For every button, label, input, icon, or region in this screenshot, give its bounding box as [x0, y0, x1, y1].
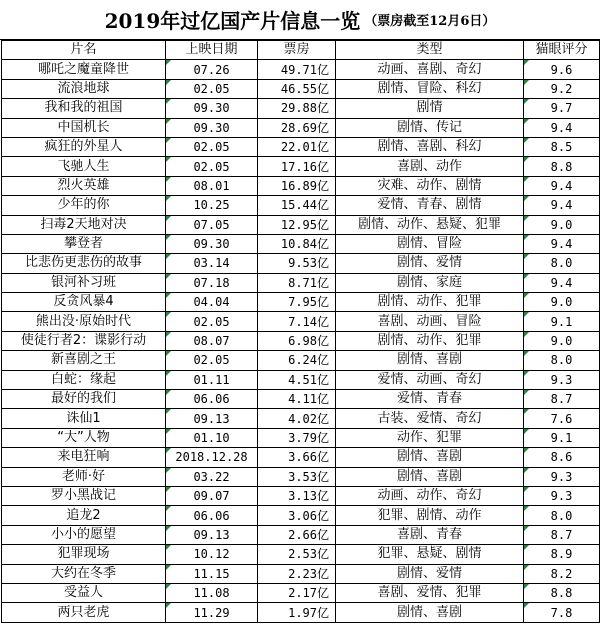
genre-cell: 剧情、动作、犯罪 [336, 293, 524, 312]
movie-name-cell: 两只老虎 [2, 603, 166, 622]
box-office-cell: 22.01亿 [258, 137, 336, 156]
release-date-cell: 03.22 [166, 467, 258, 486]
genre-cell: 爱情、动画、奇幻 [336, 370, 524, 389]
movie-name-cell: 流浪地球 [2, 79, 166, 98]
movie-name-cell: 追龙2 [2, 506, 166, 525]
box-office-cell: 2.53亿 [258, 545, 336, 564]
table-row [2, 564, 600, 583]
release-date-cell: 02.05 [166, 312, 258, 331]
score-cell: 9.1 [524, 312, 600, 331]
release-date-cell: 11.29 [166, 603, 258, 622]
box-office-cell: 1.97亿 [258, 603, 336, 622]
release-date-cell: 01.11 [166, 370, 258, 389]
table-row [2, 583, 600, 602]
table-row [2, 409, 600, 428]
box-office-cell: 10.84亿 [258, 234, 336, 253]
box-office-cell: 2.17亿 [258, 583, 336, 602]
box-office-cell: 12.95亿 [258, 215, 336, 234]
genre-cell: 剧情、爱情 [336, 254, 524, 273]
box-office-cell: 49.71亿 [258, 60, 336, 79]
box-office-cell: 2.66亿 [258, 525, 336, 544]
box-office-cell: 4.51亿 [258, 370, 336, 389]
table-row [2, 234, 600, 253]
movie-name-cell: 诛仙1 [2, 409, 166, 428]
box-office-cell: 3.79亿 [258, 428, 336, 447]
movie-name-cell: 犯罪现场 [2, 545, 166, 564]
release-date-cell: 09.30 [166, 99, 258, 118]
release-date-cell: 07.05 [166, 215, 258, 234]
score-cell: 9.3 [524, 370, 600, 389]
genre-cell: 剧情、动作、犯罪 [336, 331, 524, 350]
genre-cell: 剧情、传记 [336, 118, 524, 137]
genre-cell: 动作、犯罪 [336, 428, 524, 447]
box-office-cell: 28.69亿 [258, 118, 336, 137]
table-row [2, 196, 600, 215]
box-office-cell: 2.23亿 [258, 564, 336, 583]
box-office-cell: 46.55亿 [258, 79, 336, 98]
release-date-cell: 08.07 [166, 331, 258, 350]
genre-cell: 剧情、喜剧 [336, 351, 524, 370]
table-row [2, 60, 600, 79]
table-row [2, 254, 600, 273]
movie-name-cell: 飞驰人生 [2, 157, 166, 176]
release-date-cell: 09.13 [166, 525, 258, 544]
release-date-cell: 02.05 [166, 157, 258, 176]
score-cell: 8.9 [524, 545, 600, 564]
genre-cell: 喜剧、动画、冒险 [336, 312, 524, 331]
genre-cell: 剧情、喜剧 [336, 448, 524, 467]
movie-name-cell: 熊出没·原始时代 [2, 312, 166, 331]
box-office-cell: 9.53亿 [258, 254, 336, 273]
genre-cell: 剧情、爱情 [336, 564, 524, 583]
release-date-cell: 03.14 [166, 254, 258, 273]
score-cell: 9.4 [524, 176, 600, 195]
movie-name-cell: 疯狂的外星人 [2, 137, 166, 156]
genre-cell: 喜剧、爱情、犯罪 [336, 583, 524, 602]
box-office-cell: 4.11亿 [258, 390, 336, 409]
box-office-cell: 6.98亿 [258, 331, 336, 350]
genre-cell: 剧情、动作、悬疑、犯罪 [336, 215, 524, 234]
score-cell: 9.4 [524, 273, 600, 292]
genre-cell: 爱情、青春、剧情 [336, 196, 524, 215]
genre-cell: 剧情、喜剧、科幻 [336, 137, 524, 156]
box-office-cell: 29.88亿 [258, 99, 336, 118]
score-cell: 9.0 [524, 293, 600, 312]
release-date-cell: 10.12 [166, 545, 258, 564]
box-office-cell: 6.24亿 [258, 351, 336, 370]
score-cell: 9.4 [524, 234, 600, 253]
movie-name-cell: 中国机长 [2, 118, 166, 137]
genre-cell: 喜剧、动作 [336, 157, 524, 176]
table-row [2, 525, 600, 544]
score-cell: 9.3 [524, 486, 600, 505]
movie-name-cell: 烈火英雄 [2, 176, 166, 195]
movie-name-cell: “大”人物 [2, 428, 166, 447]
table-row [2, 99, 600, 118]
release-date-cell: 09.07 [166, 486, 258, 505]
score-cell: 9.7 [524, 99, 600, 118]
genre-cell: 古装、爱情、奇幻 [336, 409, 524, 428]
genre-cell: 动画、动作、奇幻 [336, 486, 524, 505]
table-row [2, 293, 600, 312]
genre-cell: 剧情、冒险 [336, 234, 524, 253]
movie-name-cell: 少年的你 [2, 196, 166, 215]
release-date-cell: 09.30 [166, 234, 258, 253]
box-office-cell: 3.06亿 [258, 506, 336, 525]
box-office-cell: 17.16亿 [258, 157, 336, 176]
movie-name-cell: 新喜剧之王 [2, 351, 166, 370]
header-date: 上映日期 [166, 41, 258, 60]
box-office-cell: 3.13亿 [258, 486, 336, 505]
release-date-cell: 06.06 [166, 390, 258, 409]
table-row [2, 545, 600, 564]
movie-name-cell: 大约在冬季 [2, 564, 166, 583]
box-office-cell: 3.66亿 [258, 448, 336, 467]
movie-name-cell: 银河补习班 [2, 273, 166, 292]
release-date-cell: 11.15 [166, 564, 258, 583]
movie-name-cell: 受益人 [2, 583, 166, 602]
table-header-row [2, 41, 600, 60]
movie-name-cell: 我和我的祖国 [2, 99, 166, 118]
release-date-cell: 06.06 [166, 506, 258, 525]
movie-name-cell: 比悲伤更悲伤的故事 [2, 254, 166, 273]
score-cell: 9.1 [524, 428, 600, 447]
genre-cell: 灾难、动作、剧情 [336, 176, 524, 195]
score-cell: 9.2 [524, 79, 600, 98]
release-date-cell: 10.25 [166, 196, 258, 215]
header-name: 片名 [2, 41, 166, 60]
movie-name-cell: 最好的我们 [2, 390, 166, 409]
release-date-cell: 07.18 [166, 273, 258, 292]
header-genre: 类型 [336, 41, 524, 60]
genre-cell: 剧情、家庭 [336, 273, 524, 292]
table-row [2, 118, 600, 137]
movie-name-cell: 扫毒2天地对决 [2, 215, 166, 234]
score-cell: 7.8 [524, 603, 600, 622]
score-cell: 8.0 [524, 351, 600, 370]
movie-name-cell: 使徒行者2：谍影行动 [2, 331, 166, 350]
genre-cell: 动画、喜剧、奇幻 [336, 60, 524, 79]
genre-cell: 喜剧、青春 [336, 525, 524, 544]
table-row [2, 351, 600, 370]
box-office-cell: 15.44亿 [258, 196, 336, 215]
movie-name-cell: 白蛇：缘起 [2, 370, 166, 389]
score-cell: 9.6 [524, 60, 600, 79]
movie-name-cell: 反贪风暴4 [2, 293, 166, 312]
score-cell: 8.6 [524, 448, 600, 467]
score-cell: 7.6 [524, 409, 600, 428]
table-row [2, 467, 600, 486]
score-cell: 9.4 [524, 118, 600, 137]
release-date-cell: 09.30 [166, 118, 258, 137]
header-score: 猫眼评分 [524, 41, 600, 60]
box-office-cell: 3.53亿 [258, 467, 336, 486]
table-row [2, 79, 600, 98]
genre-cell: 剧情、冒险、科幻 [336, 79, 524, 98]
release-date-cell: 2018.12.28 [166, 448, 258, 467]
release-date-cell: 09.13 [166, 409, 258, 428]
table-row [2, 428, 600, 447]
table-row [2, 215, 600, 234]
movie-table [1, 40, 600, 623]
genre-cell: 犯罪、悬疑、剧情 [336, 545, 524, 564]
box-office-cell: 7.14亿 [258, 312, 336, 331]
movie-name-cell: 哪吒之魔童降世 [2, 60, 166, 79]
table-row [2, 390, 600, 409]
box-office-cell: 4.02亿 [258, 409, 336, 428]
table-row [2, 448, 600, 467]
score-cell: 8.8 [524, 583, 600, 602]
box-office-cell: 8.71亿 [258, 273, 336, 292]
page-title [0, 0, 600, 40]
release-date-cell: 07.26 [166, 60, 258, 79]
genre-cell: 剧情、喜剧 [336, 467, 524, 486]
table-row [2, 157, 600, 176]
release-date-cell: 11.08 [166, 583, 258, 602]
score-cell: 8.5 [524, 137, 600, 156]
release-date-cell: 02.05 [166, 79, 258, 98]
release-date-cell: 04.04 [166, 293, 258, 312]
header-box-office: 票房 [258, 41, 336, 60]
table-row [2, 331, 600, 350]
score-cell: 9.0 [524, 331, 600, 350]
movie-name-cell: 小小的愿望 [2, 525, 166, 544]
score-cell: 8.8 [524, 157, 600, 176]
movie-name-cell: 攀登者 [2, 234, 166, 253]
movie-name-cell: 罗小黑战记 [2, 486, 166, 505]
box-office-cell: 16.89亿 [258, 176, 336, 195]
genre-cell: 爱情、青春 [336, 390, 524, 409]
genre-cell: 剧情、喜剧 [336, 603, 524, 622]
movie-name-cell: 来电狂响 [2, 448, 166, 467]
release-date-cell: 02.05 [166, 137, 258, 156]
score-cell: 8.7 [524, 525, 600, 544]
movie-name-cell: 老师·好 [2, 467, 166, 486]
table-row [2, 137, 600, 156]
release-date-cell: 02.05 [166, 351, 258, 370]
table-row [2, 176, 600, 195]
table-row [2, 506, 600, 525]
release-date-cell: 01.10 [166, 428, 258, 447]
score-cell: 9.0 [524, 215, 600, 234]
table-body [2, 60, 600, 622]
genre-cell: 犯罪、剧情、动作 [336, 506, 524, 525]
score-cell: 8.0 [524, 254, 600, 273]
table-row [2, 370, 600, 389]
title-subtitle: （票房截至12月6日） [364, 14, 496, 29]
score-cell: 8.0 [524, 506, 600, 525]
score-cell: 9.4 [524, 196, 600, 215]
table-row [2, 273, 600, 292]
score-cell: 8.7 [524, 390, 600, 409]
genre-cell: 剧情 [336, 99, 524, 118]
score-cell: 8.2 [524, 564, 600, 583]
table-row [2, 312, 600, 331]
table-row [2, 486, 600, 505]
score-cell: 9.3 [524, 467, 600, 486]
table-row [2, 603, 600, 622]
box-office-cell: 7.95亿 [258, 293, 336, 312]
release-date-cell: 08.01 [166, 176, 258, 195]
title-main: 2019年过亿国产片信息一览 [104, 9, 361, 33]
